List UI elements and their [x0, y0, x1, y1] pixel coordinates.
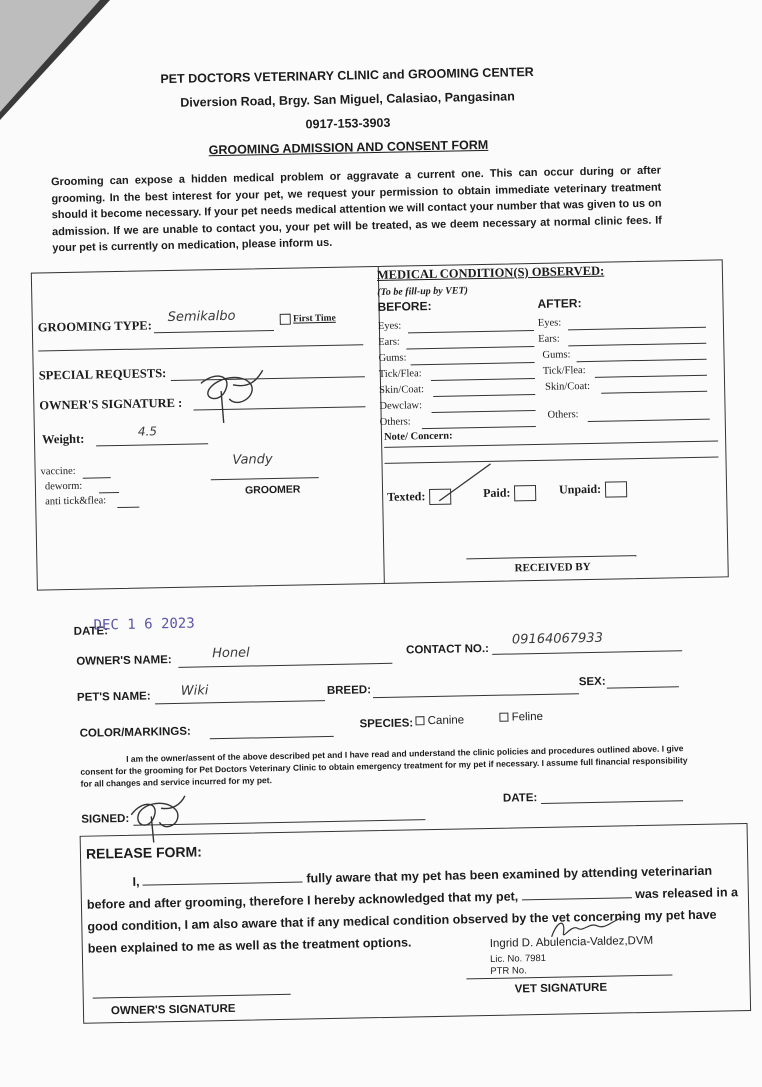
- paid-checkbox[interactable]: [514, 485, 536, 501]
- received-by-label: RECEIVED BY: [514, 560, 591, 575]
- sex-label: SEX:: [578, 675, 606, 689]
- vet-ptr: PTR No.: [490, 965, 527, 977]
- feline-label: Feline: [511, 710, 544, 724]
- color-label: COLOR/MARKINGS:: [79, 725, 191, 740]
- owner-name-line: [178, 663, 392, 668]
- first-time-label: First Time: [293, 313, 336, 325]
- consent-date-line: [541, 800, 683, 804]
- clinic-phone: 0917-153-3903: [305, 115, 391, 132]
- before-others: Others:: [379, 416, 411, 428]
- contact-label: CONTACT NO.:: [406, 642, 490, 657]
- folded-corner: [0, 0, 100, 112]
- weight-label: Weight:: [41, 431, 85, 447]
- owner-name-value[interactable]: Honel: [212, 645, 250, 662]
- vet-signature-label: VET SIGNATURE: [514, 981, 608, 996]
- clinic-address: Diversion Road, Brgy. San Miguel, Calasiao, Pangasinan: [180, 89, 515, 110]
- owner-release-signature-label: OWNER'S SIGNATURE: [110, 1002, 236, 1018]
- owner-signature-scribble: [193, 368, 270, 427]
- pet-name-value[interactable]: Wiki: [180, 683, 209, 699]
- contact-value[interactable]: 09164067933: [511, 630, 604, 648]
- paid-field[interactable]: [483, 485, 537, 502]
- deworm-label: deworm:: [44, 480, 83, 493]
- pet-name-label: PET'S NAME:: [76, 690, 151, 704]
- clinic-name: PET DOCTORS VETERINARY CLINIC and GROOMING CENTER: [160, 64, 534, 87]
- canine-label: Canine: [427, 714, 465, 728]
- release-pet-blank[interactable]: [522, 897, 632, 900]
- unpaid-checkbox[interactable]: [605, 481, 627, 497]
- form-title: GROOMING ADMISSION AND CONSENT FORM: [208, 137, 489, 158]
- before-skin: Skin/Coat:: [379, 384, 425, 396]
- after-skin: Skin/Coat:: [544, 380, 591, 393]
- release-title: RELEASE FORM:: [85, 843, 202, 862]
- after-tick: Tick/Flea:: [542, 365, 586, 377]
- pet-name-line: [155, 700, 325, 704]
- sex-line: [607, 686, 679, 688]
- vet-name: Ingrid D. Abulencia-Valdez,DVM: [489, 934, 654, 950]
- after-others: Others:: [547, 409, 579, 421]
- groomer-name: Vandy: [232, 452, 273, 468]
- unpaid-field[interactable]: [559, 481, 627, 499]
- feline-checkbox[interactable]: [499, 713, 508, 722]
- note-label: Note/ Concern:: [383, 430, 453, 443]
- grooming-type-label: GROOMING TYPE:: [37, 318, 152, 335]
- unpaid-label: Unpaid:: [558, 481, 602, 497]
- intro-paragraph: Grooming can expose a hidden medical problem or aggravate a current one. This can occur during or after grooming. In the best interest for your pet, we request your permission to obtain immediate veterinary treatment should it become necessary. If your pet needs medical attention we will contact your number that was given to us on admission. If we are unable to contact you, your pet will be treated, as we deem necessary at normal clinic fees. If your pet is currently on medication, please inform us.: [50, 164, 663, 255]
- before-dewclaw: Dewclaw:: [379, 400, 423, 412]
- consent-date-label: DATE:: [502, 792, 538, 805]
- consent-paragraph: I am the owner/assent of the above described pet and I have read and understand the clinic policies and procedures outlined above. I give consent for the grooming for Pet Doctors Veterinary Clinic to obtain emergency treatment for my pet if necessary. I assume full financial responsibility for all changes and service incurred for my pet.: [80, 743, 688, 789]
- antitick-label: anti tick&flea:: [45, 495, 107, 508]
- before-eyes: Eyes:: [377, 320, 402, 332]
- breed-line: [373, 693, 579, 698]
- weight-value[interactable]: 4.5: [137, 424, 158, 439]
- signed-label: SIGNED:: [81, 812, 130, 826]
- groomer-label: GROOMER: [244, 483, 301, 497]
- release-text-3: was released in a good condition, I am also aware that if any medical condition observed by the vet concerning my pet have been explained to me as well as the treatment options.: [87, 885, 739, 956]
- feline-option[interactable]: [499, 711, 543, 724]
- species-label: SPECIES:: [359, 717, 414, 731]
- medical-title: MEDICAL CONDITION(S) OBSERVED:: [376, 263, 605, 283]
- release-name-blank[interactable]: [143, 882, 303, 886]
- before-tick: Tick/Flea:: [378, 368, 422, 380]
- canine-checkbox[interactable]: [415, 717, 424, 726]
- after-label: AFTER:: [537, 296, 582, 311]
- canine-option[interactable]: [415, 714, 464, 727]
- release-text-2: fully aware that my pet has been examined by attending veterinarian before and after grooming, therefore I hereby acknowledged that my pet,: [86, 863, 713, 912]
- contact-line: [492, 650, 682, 655]
- medical-subtitle: (To be fill-up by VET): [377, 285, 469, 299]
- date-stamp: DEC 1 6 2023: [93, 615, 195, 634]
- vet-license: Lic. No. 7981: [489, 952, 547, 965]
- breed-label: BREED:: [326, 684, 372, 698]
- after-gums: Gums:: [542, 349, 571, 361]
- vaccine-label: vaccine:: [40, 465, 76, 478]
- owner-name-label: OWNER'S NAME:: [76, 654, 172, 668]
- release-text-1: I,: [132, 874, 140, 889]
- date-label: DATE:: [73, 625, 109, 638]
- color-line: [210, 736, 334, 739]
- after-ears: Ears:: [538, 333, 560, 345]
- before-label: BEFORE:: [377, 298, 432, 315]
- owner-signature-label: OWNER'S SIGNATURE :: [39, 395, 183, 413]
- after-eyes: Eyes:: [537, 317, 562, 329]
- paid-label: Paid:: [482, 485, 511, 501]
- first-time-checkbox[interactable]: [280, 313, 336, 325]
- grooming-type-value[interactable]: Semikalbo: [167, 308, 236, 326]
- before-gums: Gums:: [378, 352, 407, 364]
- special-requests-label: SPECIAL REQUESTS:: [38, 366, 167, 383]
- texted-label: Texted:: [387, 489, 426, 504]
- first-time-box[interactable]: [280, 314, 291, 325]
- before-ears: Ears:: [378, 336, 400, 348]
